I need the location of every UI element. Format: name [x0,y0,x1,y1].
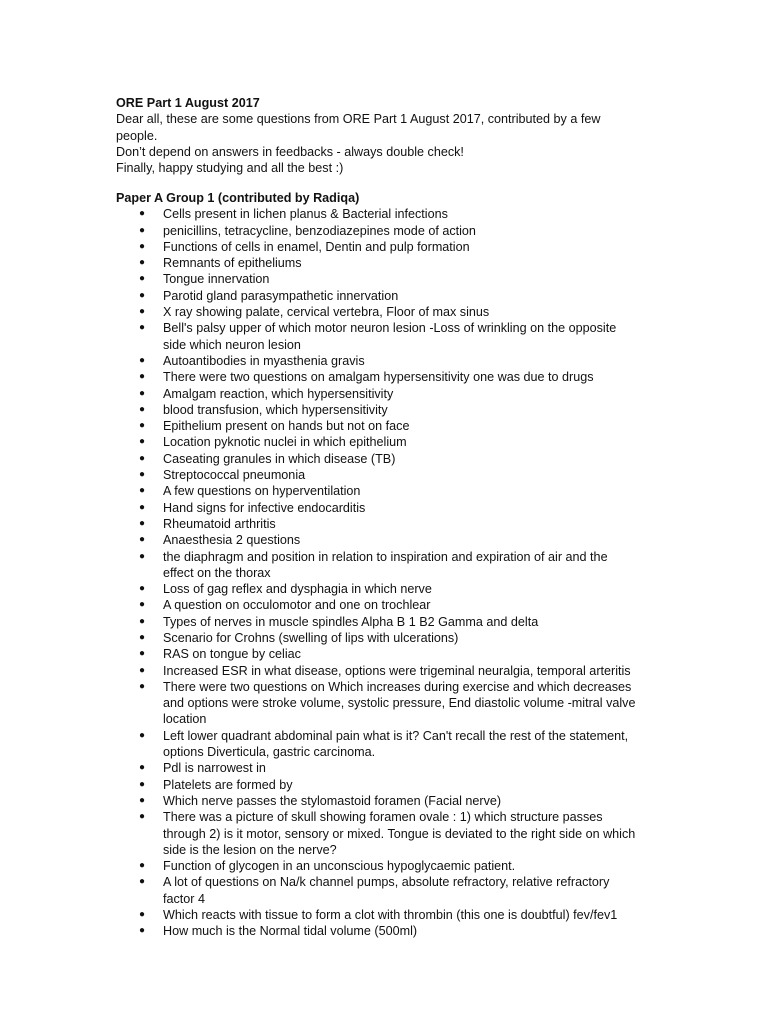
list-item-text: Function of glycogen in an unconscious hypoglycaemic patient. [163,859,516,874]
bullet-icon: ● [139,371,146,383]
bullet-icon: ● [139,794,146,806]
bullet-icon: ● [139,469,146,481]
list-item-text: Types of nerves in muscle spindles Alpha B 1 B2 Gamma and delta [163,614,539,629]
bullet-icon: ● [139,224,146,236]
list-item-text: Streptococcal pneumonia [163,468,306,483]
list-item-text: blood transfusion, which hypersensitivity [163,402,388,417]
bullet-icon: ● [139,909,146,921]
list-item-text: Rheumatoid arthritis [163,516,276,531]
list-item-text: Epithelium present on hands but not on face [163,419,410,434]
bullet-icon: ● [139,664,146,676]
bullet-icon: ● [139,322,146,334]
bullet-icon: ● [139,778,146,790]
list-item [116,369,636,385]
list-item-text: Scenario for Crohns (swelling of lips with ulcerations) [163,631,459,645]
list-item-text: Anaesthesia 2 questions [163,533,301,548]
list-item-text: Pdl is narrowest in [163,761,266,776]
list-item [116,353,636,369]
bullet-icon: ● [139,811,146,823]
list-item [116,304,636,320]
intro-line: Dear all, these are some questions from ORE Part 1 August 2017, contributed by a few people. [116,112,601,143]
bullet-icon: ● [139,452,146,464]
list-item-text: There were two questions on Which increases during exercise and which decreases and options were stroke volume, systolic pressure, End diastolic volume -mitral valve location [163,679,636,727]
bullet-icon: ● [139,925,146,937]
list-item [116,451,636,467]
list-item-text: Functions of cells in enamel, Dentin and pulp formation [163,239,470,254]
list-item-text: There were two questions on amalgam hypersensitivity one was due to drugs [163,370,594,385]
list-item-text: Amalgam reaction, which hypersensitivity [163,386,394,401]
bullet-icon: ● [139,403,146,415]
bullet-icon: ● [139,599,146,611]
bullet-icon: ● [139,257,146,269]
list-item [116,923,636,939]
list-item [116,418,636,434]
list-item [116,516,636,532]
list-item-text: How much is the Normal tidal volume (500ml) [163,924,418,939]
spacer [116,176,636,190]
list-item [116,760,636,776]
list-item [116,777,636,793]
list-item-text: A lot of questions on Na/k channel pumps, absolute refractory, relative refractory factor 4 [163,875,610,906]
bullet-icon: ● [139,648,146,660]
list-item-text: penicillins, tetracycline, benzodiazepines mode of action [163,223,476,238]
list-item [116,500,636,516]
bullet-icon: ● [139,420,146,432]
list-item [116,271,636,287]
list-item-text: Platelets are formed by [163,777,293,792]
bullet-icon: ● [139,583,146,595]
list-item-text: Location pyknotic nuclei in which epithelium [163,435,407,450]
list-item [116,581,636,597]
bullet-icon: ● [139,387,146,399]
bullet-icon: ● [139,501,146,513]
list-item-text: Bell's palsy upper of which motor neuron lesion -Loss of wrinkling on the opposite side which neuron lesion [163,321,617,352]
bullet-icon: ● [139,860,146,872]
list-item [116,793,636,809]
list-item [116,386,636,402]
bullet-icon: ● [139,354,146,366]
list-item [116,614,636,630]
list-item [116,549,636,582]
list-item [116,874,636,907]
list-item [116,239,636,255]
list-item [116,320,636,353]
bullet-icon: ● [139,615,146,627]
list-item [116,728,636,761]
bullet-icon: ● [139,485,146,497]
list-item [116,483,636,499]
list-item-text: Which nerve passes the stylomastoid foramen (Facial nerve) [163,793,502,808]
bullet-icon: ● [139,632,146,643]
list-item [116,679,636,728]
list-item [116,630,636,646]
list-item [116,434,636,450]
bullet-icon: ● [139,436,146,448]
bullet-icon: ● [139,729,146,741]
list-item-text: A few questions on hyperventilation [163,484,361,499]
bullet-icon: ● [139,550,146,562]
bullet-icon: ● [139,680,146,692]
list-item [116,858,636,874]
bullet-icon: ● [139,534,146,546]
list-item-text: Increased ESR in what disease, options were trigeminal neuralgia, temporal arteritis [163,663,631,678]
bullet-icon: ● [139,517,146,529]
list-item-text: Which reacts with tissue to form a clot with thrombin (this one is doubtful) fev/fev1 [163,908,618,923]
list-item [116,809,636,858]
list-item [116,467,636,483]
list-item-text: X ray showing palate, cervical vertebra, Floor of max sinus [163,305,490,320]
list-item [116,255,636,271]
list-item [116,663,636,679]
document-title: ORE Part 1 August 2017 [116,96,260,110]
list-item-text: Hand signs for infective endocarditis [163,500,366,515]
list-item-text: Cells present in lichen planus & Bacterial infections [163,207,448,222]
list-item-text: Parotid gland parasympathetic innervation [163,288,399,303]
list-item-text: Left lower quadrant abdominal pain what is it? Can't recall the rest of the statement, options Diverticula, gastric carcinoma. [163,728,629,760]
list-item [116,206,636,222]
intro-line: Finally, happy studying and all the best :) [116,161,344,176]
intro-paragraph [116,111,636,176]
list-item [116,597,636,613]
bullet-icon: ● [139,273,146,285]
bullet-icon: ● [139,289,146,301]
list-item-text: RAS on tongue by celiac [163,647,301,662]
bullet-icon: ● [139,208,146,220]
list-item-text: the diaphragm and position in relation to inspiration and expiration of air and the effect on the thorax [163,549,608,580]
bullet-icon: ● [139,306,146,318]
list-item-text: Caseating granules in which disease (TB) [163,451,396,466]
question-list [116,206,636,939]
list-item [116,223,636,239]
list-item-text: Tongue innervation [163,272,270,287]
intro-line: Don’t depend on answers in feedbacks - always double check! [116,144,464,159]
list-item-text: Autoantibodies in myasthenia gravis [163,353,365,368]
list-item [116,907,636,923]
bullet-icon: ● [139,876,146,888]
list-item [116,288,636,304]
list-item [116,402,636,418]
bullet-icon: ● [139,762,146,774]
section-heading: Paper A Group 1 (contributed by Radiqa) [116,190,360,205]
list-item-text: Loss of gag reflex and dysphagia in which nerve [163,582,432,597]
document-page [116,95,636,940]
list-item [116,532,636,548]
list-item-text: A question on occulomotor and one on trochlear [163,598,431,613]
list-item [116,646,636,662]
bullet-icon: ● [139,240,146,252]
list-item-text: Remnants of epitheliums [163,256,302,271]
list-item-text: There was a picture of skull showing foramen ovale : 1) which structure passes through 2) is it motor, sensory or mixed. Tongue is deviated to the right side on which side is the lesion on the nerve? [163,810,636,857]
